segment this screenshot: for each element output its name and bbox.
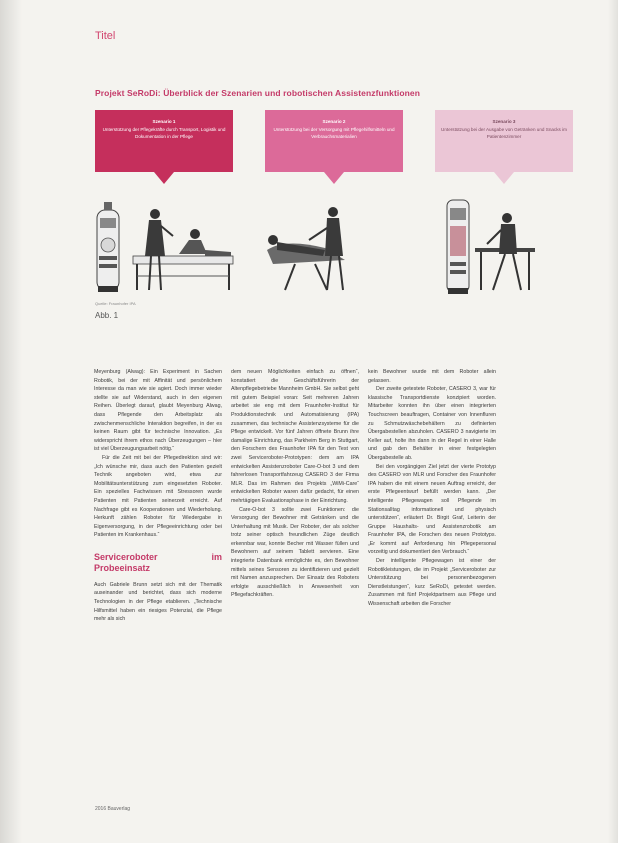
scenario-box-1 xyxy=(95,110,233,172)
scenario-heading: Szenario 3 xyxy=(492,119,516,124)
scenario-arrow xyxy=(324,172,344,184)
scenario-heading: Szenario 2 xyxy=(322,119,346,124)
article-column-3 xyxy=(368,368,496,609)
paragraph: Der zweite getestete Roboter, CASERO 3, war für klassische Transportdienste konzipiert worden. Mitarbeiter konnten ihn über einen integrierten Touchscreen beauftragen, Container von Innenfluren zu Schmutzwäschebehältern zu definierten Übergabestellen abzuholen. CASERO 3 navigierte im Keller auf, holte ihn dann in der Regel in einer Halle und gab den Behälter in einer festgelegten Übergabestelle ab. xyxy=(368,386,496,461)
article-column-1 xyxy=(94,368,222,624)
section-subheading: Serviceroboter im Probeeinsatz xyxy=(94,551,222,573)
scenario-box-3 xyxy=(435,110,573,172)
scenario-arrow xyxy=(494,172,514,184)
scenario-heading: Szenario 1 xyxy=(152,119,176,124)
paragraph: Für die Zeit mit bei der Pflegedirektion sind wir: „Ich wünsche mir, dass auch den Patienten gezielt Technik angeboten wird, etwa zur Mobilitätsunterstützung zum eingesetzten Roboter. Ein spezielles Fachwissen mit Stressoren wurde Patienten mit Patienten seinerzeit erreicht. Auf Nachfrage gibt es Kooperationen und Wiederholung. Herkunft zählen Roboter für Wiedergabe in Eigenversorgung, in der Pflegeeinrichtung oder bei Patienten im Krankenhaus.“ xyxy=(94,454,222,539)
scenario-text: Unterstützung der Pflegekräfte durch Transport, Logistik und Dokumentation in der Pflege xyxy=(102,127,226,139)
scene-3-illustration xyxy=(447,200,535,294)
paragraph: Meyenburg (Alwag): Ein Experiment in Sachen Robotik, bei der mit Affinität und persönlichem Interesse da man wie sie agiert. Doch immer wieder stellte sie auf Widerstand, auch in den eigenen Reihen. Überlegt darauf, glaubt Meyenburg Alwag, dass Pflegende den Arbeitsplatz als zwischenmenschliche Interaktion begreifen, in der es keinen Raum gibt für technische Innovation. „Es widerspricht ihrem ethos nach Überzeugungen – hier ist viel Überzeugungsarbeit nötig.“ xyxy=(94,369,222,453)
section-tag: Titel xyxy=(95,30,116,42)
scenario-text: Unterstützung bei der Versorgung mit Pflegehilfsmitteln und Verbrauchsmaterialien xyxy=(273,127,395,139)
paragraph: dem neuen Möglichkeiten einfach zu öffnen“, konstatiert die Geschäftsführerin der Altenpflegebetriebe Mannheim GmbH. Sie selbst geht mit gutem Beispiel voran: Seit mehreren Jahren arbeitet sie eng mit dem Fraunhofer-Institut für Produktionstechnik und Automatisierung (IPA) zusammen, das technische Assistenzsysteme für die Pflege entwickelt. Vor fünf Jahren öffnete Brunn ihre damalige Einrichtung, das Parkheim Berg in Stuttgart, den Forschern des Fraunhofer IPA für den Test von zwei Serviceroboter-Prototypen: dem am IPA entwickelten Assistenzroboter Care-O-bot 3 und dem fahrerlosen Transportfahrzeug CASERO 3 der Firma MLR. Das im Rahmen des Projekts „WiMi-Care“ entwickelten Roboter waren dafür gedacht, für einen mehrtägigen Evaluationsphase in der Einrichtung. xyxy=(231,369,359,504)
scene-2-illustration xyxy=(267,207,345,290)
patient-icon xyxy=(179,229,231,256)
scenario-box-2 xyxy=(265,110,403,172)
paragraph: Der intelligente Pflegewagen ist einer der Robotikleistungen, die im Projekt „Serviceroboter zur Unterstützung bei personenbezogenen Dienstleistungen“, kurz SeRoDi, getestet werden. Zusammen mit fünf Projektpartnern aus Pflege und Wissenschaft arbeiten die Forscher xyxy=(368,558,496,608)
robot-icon xyxy=(97,202,119,292)
scenario-text: Unterstützung bei der Ausgabe von Getränken und Snacks im Patientenzimmer xyxy=(441,127,567,139)
figure-label: Abb. 1 xyxy=(95,311,119,320)
figure-title: Projekt SeRoDi: Überblick der Szenarien und robotischen Assistenzfunktionen xyxy=(95,88,421,98)
robot-icon xyxy=(447,200,469,294)
image-credit: Quelle: Fraunhofer IPA xyxy=(95,301,136,306)
paragraph: kein Bewohner wurde mit dem Roboter allein gelassen. xyxy=(368,369,496,384)
robot-scenario-illustration xyxy=(95,190,535,300)
paragraph: Auch Gabriele Brunn setzt sich mit der Thematik auseinander und berichtet, dass sich moderne Technologien in der Pflege etablieren. „Technische Hilfsmittel haben ein riesiges Potenzial, die Pflege mehr als sich xyxy=(94,581,222,623)
page-edge-shadow xyxy=(0,0,22,843)
bed-icon xyxy=(133,256,233,290)
page-footer: 2016 Bauverlag xyxy=(95,806,131,812)
paragraph: Care-O-bot 3 sollte zwei Funktionen: die Versorgung der Bewohner mit Getränken und die Unterhaltung mit Musik. Der Roboter, der als solcher trotz seiner optisch freundlichen Züge deutlich erkennbar war, konnte Becher mit Wasser füllen und Bewohnern auf seinem Tablett servieren. Eine integrierte Datenbank ermöglichte es, den Bewohner mittels seines Sensoren zu identifizieren und gezielt mit Namen anzusprechen. Der Einsatz des Roboters erfolgte ausschließlich in Anwesenheit von Pflegefachkräften. xyxy=(231,506,359,599)
scenario-boxes xyxy=(95,110,567,190)
article-column-2 xyxy=(231,368,359,600)
scene-1-illustration xyxy=(97,202,233,292)
paragraph: Bei den vorgängigen Ziel jetzt der vierte Prototyp des CASERO von MLR und Forscher des Fraunhofer IPA haben die mit einem neuen Auftrag erreicht, der erste Pflegeentwurf befüllt werden kann. „Der intelligente Pflegewagen soll Pflegende im Stationsalltag informationell und physisch unterstützen“, erläutert Dr. Birgit Graf, Leiterin der Gruppe Haushalts- und Assistenzrobotik am Fraunhofer IPA, die Forschen des neuen Prototyps. „Er kommt auf Anforderung hin Pflegepersonal vorzeitig und dokumentiert den Verbrauch.“ xyxy=(368,463,496,556)
scenario-arrow xyxy=(154,172,174,184)
nurse-icon xyxy=(145,209,173,290)
binding-shadow xyxy=(608,0,618,843)
